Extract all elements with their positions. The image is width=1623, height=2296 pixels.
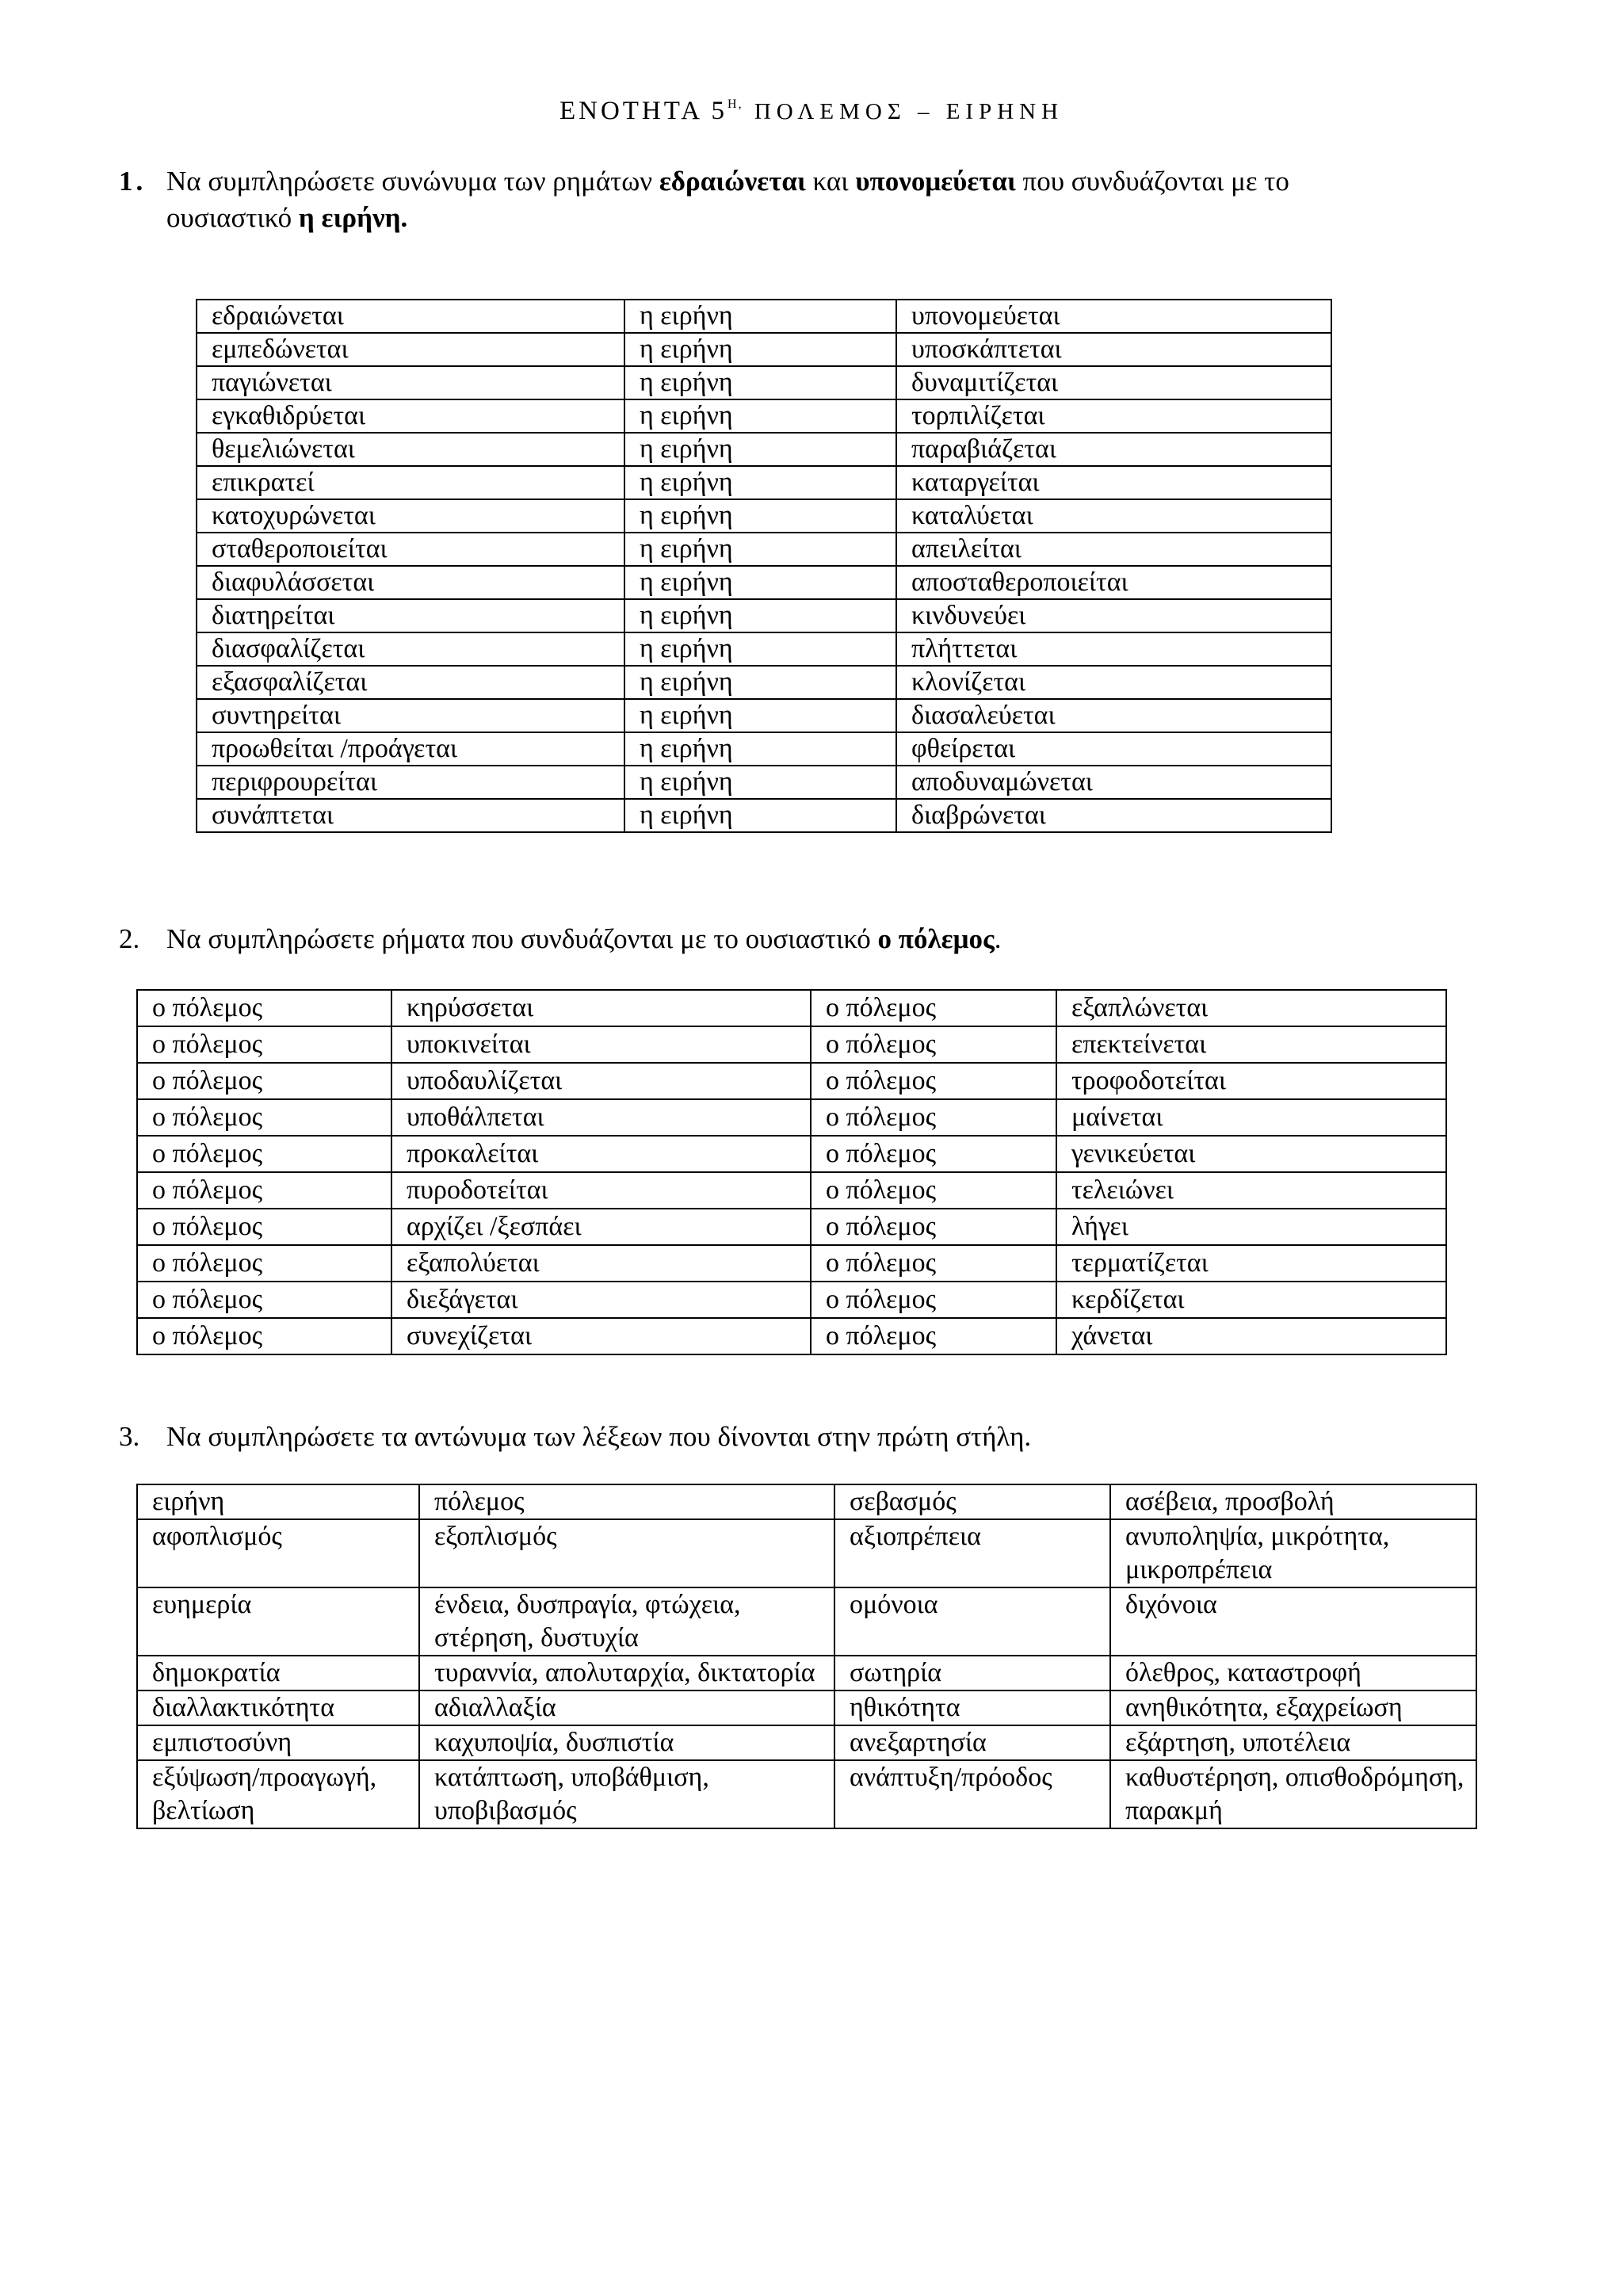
table-cell: ανεξαρτησία bbox=[834, 1725, 1110, 1760]
table-cell: ο πόλεμος bbox=[811, 1282, 1056, 1318]
table-cell: διατηρείται bbox=[197, 599, 624, 632]
question-1 bbox=[119, 162, 1545, 241]
table-cell: διαλλακτικότητα bbox=[137, 1690, 419, 1725]
table-cell: δυναμιτίζεται bbox=[896, 366, 1331, 399]
question-3 bbox=[119, 1417, 1545, 1457]
table-cell: υποδαυλίζεται bbox=[391, 1063, 811, 1099]
table-cell: ο πόλεμος bbox=[811, 1318, 1056, 1354]
table-cell: η ειρήνη bbox=[624, 366, 896, 399]
q1-text-line2: ουσιαστικό bbox=[166, 202, 299, 233]
war-verbs-table-body bbox=[137, 990, 1446, 1354]
table-cell: η ειρήνη bbox=[624, 566, 896, 599]
table-cell: συνάπτεται bbox=[197, 799, 624, 832]
table-cell: σταθεροποιείται bbox=[197, 533, 624, 566]
q2-text-c: . bbox=[994, 923, 1002, 954]
table-cell: ο πόλεμος bbox=[811, 1245, 1056, 1282]
table-cell: εξαπολύεται bbox=[391, 1245, 811, 1282]
table-cell: η ειρήνη bbox=[624, 666, 896, 699]
table-cell: η ειρήνη bbox=[624, 466, 896, 499]
table-cell: πυροδοτείται bbox=[391, 1172, 811, 1209]
table-cell: αφοπλισμός bbox=[137, 1519, 419, 1587]
table-row bbox=[197, 433, 1331, 466]
antonyms-table-body bbox=[137, 1484, 1476, 1828]
table-row bbox=[197, 599, 1331, 632]
table-row bbox=[137, 1725, 1476, 1760]
table-cell: ο πόλεμος bbox=[811, 1063, 1056, 1099]
table-row bbox=[137, 1587, 1476, 1656]
table-cell: ο πόλεμος bbox=[811, 1172, 1056, 1209]
table-cell: λήγει bbox=[1056, 1209, 1446, 1245]
q1-bold-word-3: η ειρήνη. bbox=[298, 202, 408, 233]
synonyms-table-body bbox=[197, 300, 1331, 832]
table-cell: ο πόλεμος bbox=[137, 1026, 391, 1063]
table-row bbox=[137, 1760, 1476, 1828]
table-cell: όλεθρος, καταστροφή bbox=[1110, 1656, 1476, 1690]
table-cell: επικρατεί bbox=[197, 466, 624, 499]
page-title bbox=[0, 97, 1623, 126]
table-cell: η ειρήνη bbox=[624, 766, 896, 799]
table-cell: πόλεμος bbox=[419, 1484, 834, 1519]
table-cell: παγιώνεται bbox=[197, 366, 624, 399]
war-verbs-table bbox=[136, 989, 1447, 1355]
table-cell: ασέβεια, προσβολή bbox=[1110, 1484, 1476, 1519]
table-cell: ο πόλεμος bbox=[137, 1318, 391, 1354]
table-cell: σεβασμός bbox=[834, 1484, 1110, 1519]
question-2-text bbox=[166, 919, 1001, 959]
table-cell: κηρύσσεται bbox=[391, 990, 811, 1026]
table-cell: ο πόλεμος bbox=[137, 1136, 391, 1172]
question-2-number: 2. bbox=[119, 923, 140, 954]
table-row bbox=[137, 1484, 1476, 1519]
table-cell: η ειρήνη bbox=[624, 499, 896, 533]
table-cell: εμπιστοσύνη bbox=[137, 1725, 419, 1760]
table-cell: σωτηρία bbox=[834, 1656, 1110, 1690]
table-row bbox=[137, 1282, 1446, 1318]
table-cell: ο πόλεμος bbox=[137, 1063, 391, 1099]
table-cell: καχυποψία, δυσπιστία bbox=[419, 1725, 834, 1760]
table-cell: εδραιώνεται bbox=[197, 300, 624, 333]
table-cell: μαίνεται bbox=[1056, 1099, 1446, 1136]
table-row bbox=[197, 766, 1331, 799]
table-cell: διχόνοια bbox=[1110, 1587, 1476, 1656]
table-cell: η ειρήνη bbox=[624, 300, 896, 333]
table-row bbox=[197, 699, 1331, 732]
table-row bbox=[197, 333, 1331, 366]
table-cell: διαβρώνεται bbox=[896, 799, 1331, 832]
q2-bold-word: ο πόλεμος bbox=[877, 923, 995, 954]
table-row bbox=[137, 1656, 1476, 1690]
table-cell: προκαλείται bbox=[391, 1136, 811, 1172]
table-cell: καθυστέρηση, οπισθοδρόμηση, παρακμή bbox=[1110, 1760, 1476, 1828]
table-row bbox=[197, 632, 1331, 666]
table-cell: αρχίζει /ξεσπάει bbox=[391, 1209, 811, 1245]
table-cell: εμπεδώνεται bbox=[197, 333, 624, 366]
table-cell: καταργείται bbox=[896, 466, 1331, 499]
table-row bbox=[197, 533, 1331, 566]
table-cell: ο πόλεμος bbox=[811, 990, 1056, 1026]
table-cell: ο πόλεμος bbox=[811, 1026, 1056, 1063]
table-row bbox=[137, 1063, 1446, 1099]
q1-bold-word-2: υπονομεύεται bbox=[855, 166, 1016, 197]
title-part2: ΠΟΛΕΜΟΣ – ΕΙΡΗΝΗ bbox=[754, 99, 1064, 124]
table-row bbox=[137, 1690, 1476, 1725]
table-cell: επεκτείνεται bbox=[1056, 1026, 1446, 1063]
table-cell: ο πόλεμος bbox=[137, 990, 391, 1026]
table-cell: εξασφαλίζεται bbox=[197, 666, 624, 699]
table-cell: κινδυνεύει bbox=[896, 599, 1331, 632]
table-row bbox=[137, 1318, 1446, 1354]
table-cell: η ειρήνη bbox=[624, 333, 896, 366]
table-cell: η ειρήνη bbox=[624, 399, 896, 433]
table-cell: η ειρήνη bbox=[624, 799, 896, 832]
table-cell: κατοχυρώνεται bbox=[197, 499, 624, 533]
q1-text-c: και bbox=[805, 166, 856, 197]
table-row bbox=[137, 1136, 1446, 1172]
table-row bbox=[197, 300, 1331, 333]
table-cell: υποσκάπτεται bbox=[896, 333, 1331, 366]
table-cell: ο πόλεμος bbox=[137, 1209, 391, 1245]
table-cell: ειρήνη bbox=[137, 1484, 419, 1519]
question-3-number: 3. bbox=[119, 1421, 140, 1452]
table-cell: υποκινείται bbox=[391, 1026, 811, 1063]
title-part1: ΕΝΟΤΗΤΑ 5 bbox=[559, 97, 728, 125]
table-cell: η ειρήνη bbox=[624, 732, 896, 766]
table-cell: δημοκρατία bbox=[137, 1656, 419, 1690]
question-2 bbox=[119, 919, 1545, 959]
table-cell: συντηρείται bbox=[197, 699, 624, 732]
table-row bbox=[197, 499, 1331, 533]
synonyms-table bbox=[196, 299, 1332, 833]
question-1-number: 1. bbox=[119, 166, 147, 197]
question-3-text: Να συμπληρώσετε τα αντώνυμα των λέξεων που δίνονται στην πρώτη στήλη. bbox=[166, 1421, 1032, 1452]
table-cell: ο πόλεμος bbox=[137, 1172, 391, 1209]
q1-text-e: που συνδυάζονται με το bbox=[1015, 166, 1289, 197]
table-cell: τορπιλίζεται bbox=[896, 399, 1331, 433]
table-cell: φθείρεται bbox=[896, 732, 1331, 766]
table-row bbox=[137, 990, 1446, 1026]
table-cell: θεμελιώνεται bbox=[197, 433, 624, 466]
antonyms-table bbox=[136, 1484, 1477, 1829]
question-1-line1 bbox=[166, 162, 1289, 201]
table-cell: εγκαθιδρύεται bbox=[197, 399, 624, 433]
table-row bbox=[197, 799, 1331, 832]
table-row bbox=[197, 566, 1331, 599]
table-cell: περιφρουρείται bbox=[197, 766, 624, 799]
table-cell: συνεχίζεται bbox=[391, 1318, 811, 1354]
table-cell: η ειρήνη bbox=[624, 533, 896, 566]
table-row bbox=[137, 1172, 1446, 1209]
table-cell: πλήττεται bbox=[896, 632, 1331, 666]
table-row bbox=[137, 1026, 1446, 1063]
title-superscript: Η, bbox=[727, 97, 743, 111]
table-cell: ο πόλεμος bbox=[137, 1245, 391, 1282]
table-cell: ανυποληψία, μικρότητα, μικροπρέπεια bbox=[1110, 1519, 1476, 1587]
table-cell: αποδυναμώνεται bbox=[896, 766, 1331, 799]
table-cell: υπονομεύεται bbox=[896, 300, 1331, 333]
table-cell: η ειρήνη bbox=[624, 433, 896, 466]
table-cell: προωθείται /προάγεται bbox=[197, 732, 624, 766]
table-row bbox=[137, 1099, 1446, 1136]
table-cell: ομόνοια bbox=[834, 1587, 1110, 1656]
table-cell: αποσταθεροποιείται bbox=[896, 566, 1331, 599]
table-cell: ο πόλεμος bbox=[811, 1136, 1056, 1172]
table-cell: παραβιάζεται bbox=[896, 433, 1331, 466]
table-cell: αδιαλλαξία bbox=[419, 1690, 834, 1725]
table-cell: ο πόλεμος bbox=[137, 1282, 391, 1318]
table-cell: διεξάγεται bbox=[391, 1282, 811, 1318]
table-cell: απειλείται bbox=[896, 533, 1331, 566]
table-cell: γενικεύεται bbox=[1056, 1136, 1446, 1172]
table-cell: ευημερία bbox=[137, 1587, 419, 1656]
table-cell: εξοπλισμός bbox=[419, 1519, 834, 1587]
table-cell: ο πόλεμος bbox=[811, 1099, 1056, 1136]
table-cell: η ειρήνη bbox=[624, 632, 896, 666]
table-cell: κερδίζεται bbox=[1056, 1282, 1446, 1318]
table-cell: ανάπτυξη/πρόοδος bbox=[834, 1760, 1110, 1828]
table-cell: η ειρήνη bbox=[624, 599, 896, 632]
table-cell: ένδεια, δυσπραγία, φτώχεια, στέρηση, δυστυχία bbox=[419, 1587, 834, 1656]
table-row bbox=[197, 666, 1331, 699]
q2-text-a: Να συμπληρώσετε ρήματα που συνδυάζονται με το ουσιαστικό bbox=[166, 923, 878, 954]
table-cell: υποθάλπεται bbox=[391, 1099, 811, 1136]
table-row bbox=[137, 1519, 1476, 1587]
table-cell: χάνεται bbox=[1056, 1318, 1446, 1354]
table-cell: τυραννία, απολυταρχία, δικτατορία bbox=[419, 1656, 834, 1690]
table-cell: εξάρτηση, υποτέλεια bbox=[1110, 1725, 1476, 1760]
table-cell: τερματίζεται bbox=[1056, 1245, 1446, 1282]
table-cell: κατάπτωση, υποβάθμιση, υποβιβασμός bbox=[419, 1760, 834, 1828]
table-cell: ο πόλεμος bbox=[811, 1209, 1056, 1245]
table-cell: τελειώνει bbox=[1056, 1172, 1446, 1209]
question-1-line2 bbox=[166, 198, 407, 238]
table-row bbox=[197, 399, 1331, 433]
table-cell: καταλύεται bbox=[896, 499, 1331, 533]
table-row bbox=[137, 1209, 1446, 1245]
table-cell: διασφαλίζεται bbox=[197, 632, 624, 666]
table-cell: ανηθικότητα, εξαχρείωση bbox=[1110, 1690, 1476, 1725]
table-cell: ηθικότητα bbox=[834, 1690, 1110, 1725]
q1-bold-word-1: εδραιώνεται bbox=[659, 166, 806, 197]
table-cell: η ειρήνη bbox=[624, 699, 896, 732]
q1-text-a: Να συμπληρώσετε συνώνυμα των ρημάτων bbox=[166, 166, 659, 197]
table-cell: αξιοπρέπεια bbox=[834, 1519, 1110, 1587]
table-cell: τροφοδοτείται bbox=[1056, 1063, 1446, 1099]
table-row bbox=[197, 366, 1331, 399]
table-cell: εξαπλώνεται bbox=[1056, 990, 1446, 1026]
table-cell: ο πόλεμος bbox=[137, 1099, 391, 1136]
table-cell: διαφυλάσσεται bbox=[197, 566, 624, 599]
table-row bbox=[137, 1245, 1446, 1282]
table-cell: διασαλεύεται bbox=[896, 699, 1331, 732]
table-cell: εξύψωση/προαγωγή, βελτίωση bbox=[137, 1760, 419, 1828]
table-row bbox=[197, 466, 1331, 499]
table-row bbox=[197, 732, 1331, 766]
table-cell: κλονίζεται bbox=[896, 666, 1331, 699]
